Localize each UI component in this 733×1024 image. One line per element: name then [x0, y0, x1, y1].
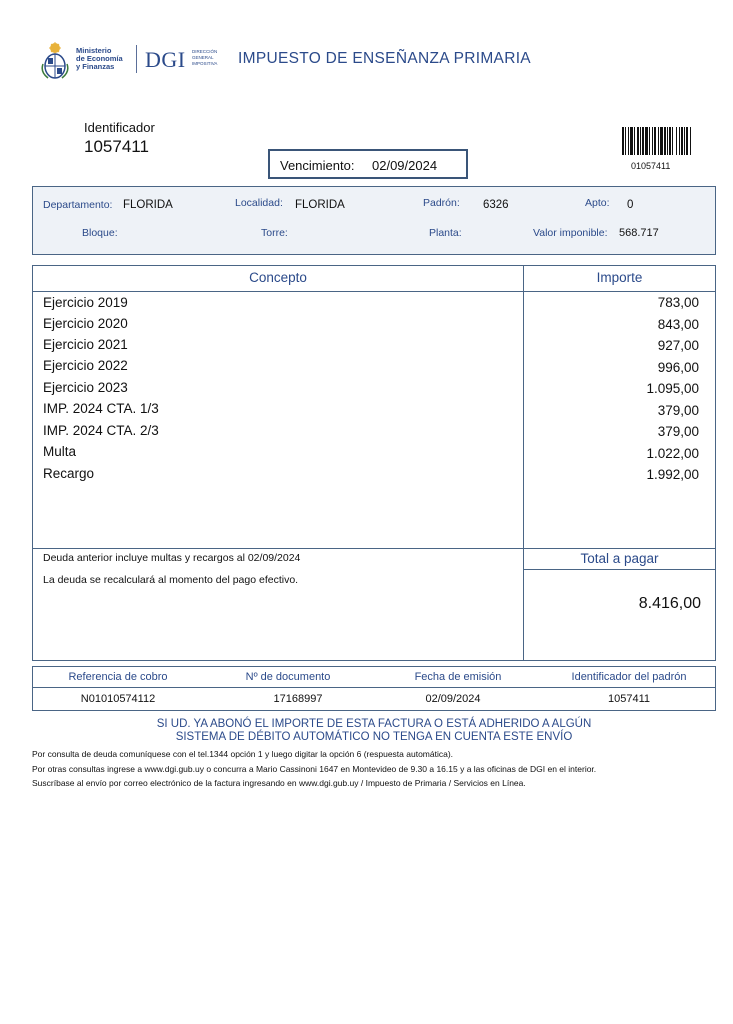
localidad-value: FLORIDA [295, 199, 345, 211]
departamento-value: FLORIDA [123, 199, 173, 211]
concept-row: Ejercicio 2021 [43, 337, 128, 352]
concept-row: Ejercicio 2022 [43, 358, 128, 373]
due-date-value: 02/09/2024 [372, 158, 438, 173]
apto-value: 0 [627, 199, 634, 211]
apto-label: Apto: [585, 197, 610, 209]
footer-line-phone: Por consulta de deuda comuníquese con el tel.1344 opción 1 y luego digitar la opción 6 (respuesta automática). [32, 749, 454, 759]
ref-header-fecha: Fecha de emisión [414, 671, 502, 683]
torre-label: Torre: [261, 227, 288, 239]
padron-value: 6326 [483, 199, 509, 211]
property-info-box [32, 186, 716, 255]
footer-line-contact: Por otras consultas ingrese a www.dgi.gub.uy o concurra a Mario Cassinoni 1647 en Montevideo de 9.30 a 16.15 y a las oficinas de DGI en el interior. [32, 764, 597, 774]
document-header [40, 40, 560, 82]
ref-header-referencia: Referencia de cobro [68, 671, 168, 683]
due-date-label: Vencimiento: [280, 158, 355, 173]
ref-header-padron: Identificador del padrón [571, 671, 687, 683]
amount-row: 1.095,00 [646, 381, 699, 396]
dgi-logo: DGI [145, 47, 186, 72]
payment-notice: SI UD. YA ABONÓ EL IMPORTE DE ESTA FACTURA O ESTÁ ADHERIDO A ALGÚN SISTEMA DE DÉBITO AUTOMÁTICO NO TENGA EN CUENTA ESTE ENVÍO [156, 718, 592, 743]
amount-row: 379,00 [657, 403, 699, 418]
amount-row: 1.992,00 [646, 467, 699, 482]
ref-value-referencia: N01010574112 [80, 693, 156, 705]
barcode-icon [622, 127, 710, 155]
column-divider [523, 266, 524, 660]
ref-value-padron: 1057411 [607, 693, 650, 705]
valor-imponible-label: Valor imponible: [533, 227, 608, 239]
concept-row: Multa [43, 444, 77, 459]
concept-row: Ejercicio 2020 [43, 316, 128, 331]
concept-row: Ejercicio 2023 [43, 380, 128, 395]
debt-note: Deuda anterior incluye multas y recargos al 02/09/2024 [43, 552, 301, 564]
ref-value-fecha: 02/09/2024 [425, 693, 481, 705]
ministry-name: Ministerio de Economía y Finanzas [76, 46, 123, 71]
amount-row: 783,00 [657, 295, 699, 310]
header-divider [136, 45, 137, 73]
barcode-number: 01057411 [631, 161, 671, 171]
concept-row: IMP. 2024 CTA. 2/3 [43, 423, 159, 438]
bloque-label: Bloque: [82, 227, 118, 239]
reference-divider-line [33, 687, 715, 688]
concept-table [32, 265, 716, 661]
localidad-label: Localidad: [235, 197, 283, 209]
amount-row: 927,00 [657, 338, 699, 353]
recalculation-note: La deuda se recalculará al momento del pago efectivo. [43, 574, 299, 586]
ref-header-documento: Nº de documento [245, 671, 331, 683]
identifier-label: Identificador [84, 120, 155, 135]
header-divider-line [33, 291, 715, 292]
concept-row: Recargo [43, 466, 95, 481]
concepto-header: Concepto [249, 270, 307, 285]
amount-row: 996,00 [657, 360, 699, 375]
amount-row: 379,00 [657, 424, 699, 439]
document-title: IMPUESTO DE ENSEÑANZA PRIMARIA [238, 50, 531, 67]
amount-row: 1.022,00 [646, 446, 699, 461]
footer-line-subscribe: Suscríbase al envío por correo electrónico de la factura ingresando en www.dgi.gub.uy / Impuesto de Primaria / Servicios en Línea. [32, 778, 526, 788]
importe-header: Importe [596, 270, 643, 285]
dgi-subtitle: DIRECCIÓN GENERAL IMPOSITIVA [192, 49, 218, 66]
concept-row: Ejercicio 2019 [43, 295, 128, 310]
padron-label: Padrón: [423, 197, 460, 209]
departamento-label: Departamento: [43, 199, 113, 211]
concept-row: IMP. 2024 CTA. 1/3 [43, 401, 159, 416]
planta-label: Planta: [429, 227, 462, 239]
total-value: 8.416,00 [638, 595, 701, 612]
ref-value-documento: 17168997 [273, 693, 323, 705]
amount-row: 843,00 [657, 317, 699, 332]
total-label: Total a pagar [524, 548, 715, 570]
due-date-box [268, 149, 468, 179]
reference-table [32, 666, 716, 711]
identifier-value: 1057411 [84, 137, 149, 156]
uruguay-coat-of-arms-icon [40, 42, 70, 80]
valor-imponible-value: 568.717 [619, 227, 659, 239]
